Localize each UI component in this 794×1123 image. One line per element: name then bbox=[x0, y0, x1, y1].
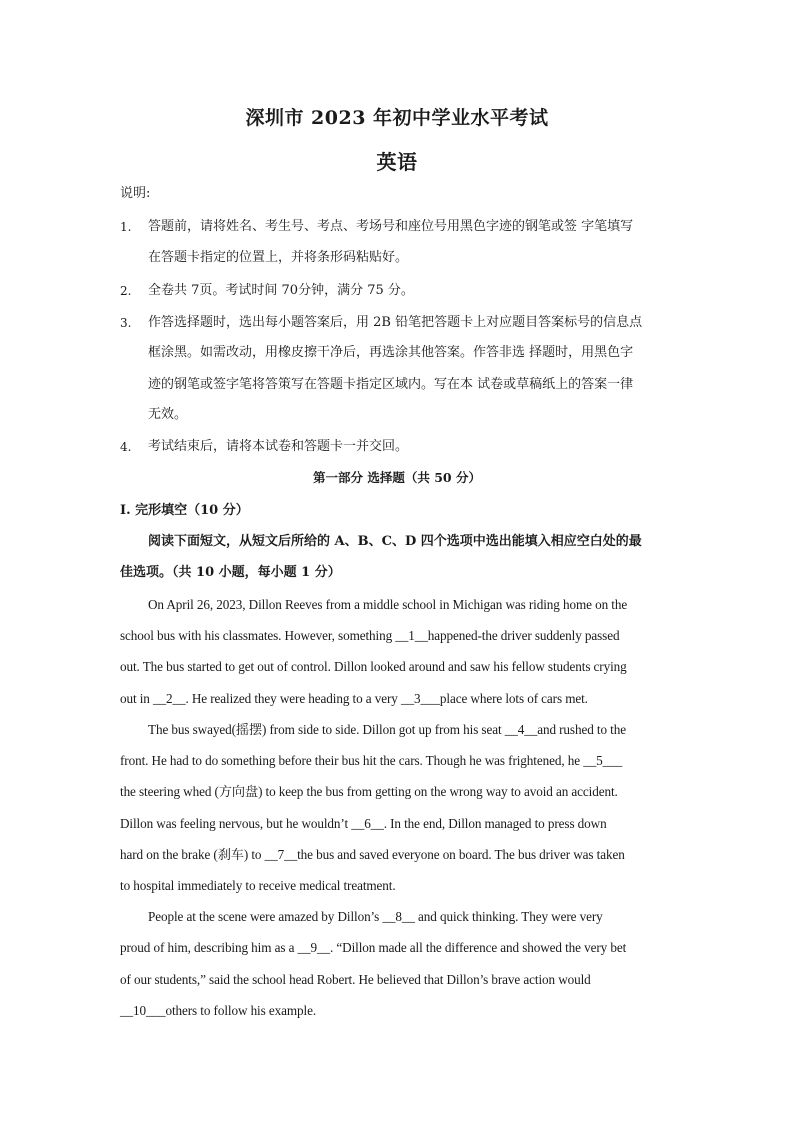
note-line: 在答题卡指定的位置上，并将条形码粘贴好。 bbox=[148, 250, 409, 265]
note-line: 无效。 bbox=[148, 407, 188, 422]
passage-line: school bus with his classmates. However, something __1__happened-the driver suddenly passed bbox=[120, 628, 620, 643]
section-heading: I. 完形填空（10 分） bbox=[120, 503, 249, 518]
note-line: 迹的钢笔或签字笔将答策写在答题卡指定区域内。写在本 试卷或草稿纸上的答案一律 bbox=[148, 377, 634, 392]
note-line: 框涂黑。如需改动，用橡皮擦干净后，再选涂其他答案。作答非选 择题时，用黑色字 bbox=[148, 345, 634, 360]
passage-line: proud of him, describing him as a __9__. “Dillon made all the difference and showed the very bet bbox=[120, 940, 627, 955]
note-line: 考试结束后，请将本试卷和答题卡一并交回。 bbox=[148, 439, 409, 454]
passage-line: hard on the brake (刹车) to __7__the bus and saved everyone on board. The bus driver was taken bbox=[120, 847, 625, 862]
exam-title: 深圳市 2023 年初中学业水平考试 bbox=[245, 107, 549, 129]
note-line: 答题前，请将姓名、考生号、考点、考场号和座位号用黑色字迹的钢笔或签 字笔填写 bbox=[148, 219, 634, 234]
note-number: 3. bbox=[120, 316, 132, 330]
passage-line: front. He had to do something before their bus hit the cars. Though he was frightened, he __5___ bbox=[120, 753, 623, 768]
passage-line: the steering whed (方向盘) to keep the bus from getting on the wrong way to avoid an accident. bbox=[120, 784, 618, 799]
passage-line: On April 26, 2023, Dillon Reeves from a middle school in Michigan was riding home on the bbox=[148, 597, 628, 612]
note-line: 作答选择题时，选出每小题答案后，用 2B 铅笔把答题卡上对应题目答案标号的信息点 bbox=[148, 315, 643, 330]
passage-line: The bus swayed(摇摆) from side to side. Dillon got up from his seat __4__and rushed to the bbox=[148, 722, 626, 737]
passage-line: of our students,” said the school head Robert. He believed that Dillon’s brave action would bbox=[120, 972, 591, 987]
notes-label: 说明: bbox=[120, 186, 151, 201]
note-number: 4. bbox=[120, 440, 132, 454]
instruction-line: 阅读下面短文，从短文后所给的 A、B、C、D 四个选项中选出能填入相应空白处的最 bbox=[148, 534, 642, 549]
note-line: 全卷共 7页。考试时间 70分钟，满分 75 分。 bbox=[148, 283, 414, 298]
passage-line: out. The bus started to get out of control. Dillon looked around and saw his fellow students crying bbox=[120, 659, 627, 674]
part-heading: 第一部分 选择题（共 50 分） bbox=[313, 470, 481, 485]
note-number: 1. bbox=[120, 220, 132, 234]
passage-line: out in __2__. He realized they were heading to a very __3___place where lots of cars met. bbox=[120, 691, 588, 706]
subject-title: 英语 bbox=[376, 150, 418, 174]
instruction-line: 佳选项。（共 10 小题，每小题 1 分） bbox=[120, 565, 341, 580]
passage-line: Dillon was feeling nervous, but he wouldn’t __6__. In the end, Dillon managed to press down bbox=[120, 816, 607, 831]
passage-line: __10___others to follow his example. bbox=[120, 1003, 317, 1018]
passage-line: to hospital immediately to receive medical treatment. bbox=[120, 878, 396, 893]
note-number: 2. bbox=[120, 284, 132, 298]
passage-line: People at the scene were amazed by Dillon’s __8__ and quick thinking. They were very bbox=[148, 909, 603, 924]
